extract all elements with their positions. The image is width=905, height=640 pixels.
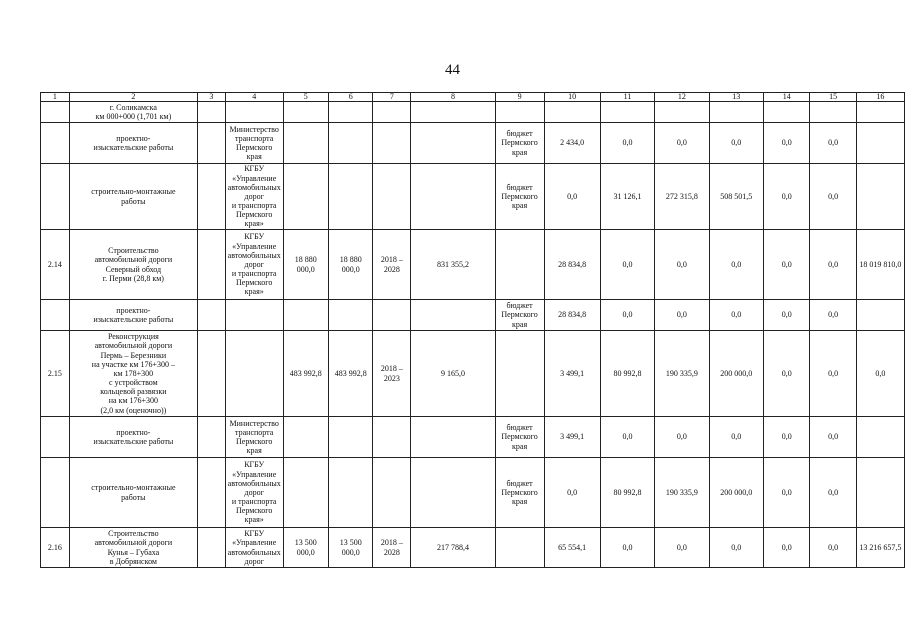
table-cell: 0,0 — [600, 123, 654, 164]
table-cell — [328, 102, 372, 123]
table-row — [41, 123, 905, 164]
table-cell: 3 499,1 — [544, 417, 600, 458]
table-cell — [283, 417, 328, 458]
table-cell: 2 434,0 — [544, 123, 600, 164]
table-cell — [225, 331, 283, 417]
table-row — [41, 102, 905, 123]
table-cell: 0,0 — [544, 164, 600, 230]
header-row — [41, 93, 905, 102]
table-cell: 2018 – 2023 — [373, 331, 411, 417]
column-header: 1 — [41, 93, 70, 102]
table-row — [41, 300, 905, 331]
table-cell: 18 880 000,0 — [328, 230, 372, 300]
table-cell — [856, 417, 904, 458]
table-cell: Строительство автомобильной дороги Северный обход г. Перми (28,8 км) — [69, 230, 197, 300]
table-cell: 483 992,8 — [328, 331, 372, 417]
table-cell: 0,0 — [600, 528, 654, 568]
table-cell: 0,0 — [764, 458, 810, 528]
table-row — [41, 417, 905, 458]
table-cell: Реконструкция автомобильной дороги Пермь – Березники на участке км 176+300 – км 178+300 с устройством кольцевой развязки на км 176+300 (2,0 км (оценочно)) — [69, 331, 197, 417]
table-cell: 13 216 657,5 — [856, 528, 904, 568]
table-cell — [225, 300, 283, 331]
table-cell: 18 880 000,0 — [283, 230, 328, 300]
table-cell — [495, 528, 544, 568]
table-cell — [198, 331, 226, 417]
table-cell: 80 992,8 — [600, 331, 654, 417]
table-cell: 190 335,9 — [655, 331, 709, 417]
column-header: 13 — [709, 93, 763, 102]
table-cell — [544, 102, 600, 123]
table-cell: 0,0 — [600, 417, 654, 458]
table-cell: 0,0 — [810, 528, 856, 568]
table-cell — [328, 123, 372, 164]
table-cell — [411, 300, 495, 331]
table-cell: 190 335,9 — [655, 458, 709, 528]
table-cell: 0,0 — [709, 417, 763, 458]
table-cell: 3 499,1 — [544, 331, 600, 417]
table-cell: 0,0 — [764, 331, 810, 417]
table-cell: 0,0 — [810, 123, 856, 164]
table-cell: 0,0 — [810, 230, 856, 300]
table-cell — [411, 123, 495, 164]
table-cell: КГБУ «Управление автомобильных дорог и транспорта Пермского края» — [225, 164, 283, 230]
table-row — [41, 528, 905, 568]
table-cell — [495, 230, 544, 300]
table-cell: бюджет Пермского края — [495, 417, 544, 458]
table-cell: 9 165,0 — [411, 331, 495, 417]
table-cell: 2.15 — [41, 331, 70, 417]
table-cell — [373, 164, 411, 230]
table-cell: Строительство автомобильной дороги Кунья – Губаха в Добрянском — [69, 528, 197, 568]
table-cell — [198, 417, 226, 458]
table-cell: 0,0 — [764, 417, 810, 458]
table-cell: 0,0 — [600, 230, 654, 300]
table-cell: г. Соликамска км 000+000 (1,701 км) — [69, 102, 197, 123]
table-cell — [411, 164, 495, 230]
page-number: 44 — [445, 62, 460, 78]
table-cell: 0,0 — [655, 528, 709, 568]
table-cell: 0,0 — [600, 300, 654, 331]
table-cell — [764, 102, 810, 123]
table-cell — [283, 300, 328, 331]
column-header: 12 — [655, 93, 709, 102]
table-cell: Министерство транспорта Пермского края — [225, 417, 283, 458]
column-header: 10 — [544, 93, 600, 102]
table-cell: 18 019 810,0 — [856, 230, 904, 300]
table-cell: 65 554,1 — [544, 528, 600, 568]
table-cell — [810, 102, 856, 123]
table-row — [41, 458, 905, 528]
table-cell: 2018 – 2028 — [373, 528, 411, 568]
table-cell — [328, 417, 372, 458]
table-cell — [600, 102, 654, 123]
table-cell: 0,0 — [544, 458, 600, 528]
table-cell — [856, 458, 904, 528]
table-cell: бюджет Пермского края — [495, 300, 544, 331]
table-cell: 2018 – 2028 — [373, 230, 411, 300]
table-cell — [283, 458, 328, 528]
table-cell: 200 000,0 — [709, 331, 763, 417]
table-cell — [41, 458, 70, 528]
table-cell — [373, 102, 411, 123]
table-cell: 28 834,8 — [544, 230, 600, 300]
table-cell — [41, 417, 70, 458]
table-cell — [198, 102, 226, 123]
table-cell: проектно- изыскательские работы — [69, 417, 197, 458]
table-cell: 0,0 — [810, 458, 856, 528]
column-header: 2 — [69, 93, 197, 102]
column-header: 14 — [764, 93, 810, 102]
table-cell: проектно- изыскательские работы — [69, 300, 197, 331]
table-cell: 0,0 — [810, 300, 856, 331]
table-cell — [198, 123, 226, 164]
table-row — [41, 331, 905, 417]
table-cell — [328, 458, 372, 528]
table-cell — [198, 458, 226, 528]
table-cell — [328, 164, 372, 230]
table-cell: КГБУ «Управление автомобильных дорог — [225, 528, 283, 568]
table-cell — [198, 528, 226, 568]
table-cell — [225, 102, 283, 123]
column-header: 8 — [411, 93, 495, 102]
table-cell: 80 992,8 — [600, 458, 654, 528]
table-cell — [495, 331, 544, 417]
table-cell: строительно-монтажные работы — [69, 164, 197, 230]
table-row — [41, 164, 905, 230]
table-cell: 31 126,1 — [600, 164, 654, 230]
budget-table — [40, 92, 905, 568]
table-cell: 0,0 — [709, 230, 763, 300]
table-cell: 28 834,8 — [544, 300, 600, 331]
table-cell — [198, 230, 226, 300]
column-header: 16 — [856, 93, 904, 102]
table-cell: 0,0 — [655, 230, 709, 300]
table-cell — [495, 102, 544, 123]
table-cell — [198, 300, 226, 331]
table-cell — [198, 164, 226, 230]
table-cell: бюджет Пермского края — [495, 123, 544, 164]
table-cell: 508 501,5 — [709, 164, 763, 230]
table-cell: 0,0 — [764, 164, 810, 230]
table-cell: КГБУ «Управление автомобильных дорог и транспорта Пермского края» — [225, 458, 283, 528]
table-cell — [41, 164, 70, 230]
table-cell: строительно-монтажные работы — [69, 458, 197, 528]
column-header: 15 — [810, 93, 856, 102]
table-cell — [856, 102, 904, 123]
table-cell — [283, 164, 328, 230]
table-cell: 0,0 — [810, 331, 856, 417]
table-cell — [856, 123, 904, 164]
column-header: 11 — [600, 93, 654, 102]
table-cell: 0,0 — [709, 528, 763, 568]
column-header: 6 — [328, 93, 372, 102]
table-cell — [373, 300, 411, 331]
table-cell: 0,0 — [655, 417, 709, 458]
table-cell: 0,0 — [764, 230, 810, 300]
table-cell: бюджет Пермского края — [495, 458, 544, 528]
table-cell — [283, 123, 328, 164]
table-cell: 0,0 — [856, 331, 904, 417]
table-cell — [373, 458, 411, 528]
table-cell: 0,0 — [810, 164, 856, 230]
column-header: 7 — [373, 93, 411, 102]
table-cell — [655, 102, 709, 123]
table-cell: 0,0 — [810, 417, 856, 458]
table-cell: Министерство транспорта Пермского края — [225, 123, 283, 164]
table-cell: 0,0 — [764, 123, 810, 164]
table-cell — [283, 102, 328, 123]
table-cell — [373, 123, 411, 164]
table-cell: 831 355,2 — [411, 230, 495, 300]
table-cell: 272 315,8 — [655, 164, 709, 230]
table-cell — [328, 300, 372, 331]
table-cell: 2.16 — [41, 528, 70, 568]
table-cell: 0,0 — [764, 300, 810, 331]
table-cell: 2.14 — [41, 230, 70, 300]
table-cell: бюджет Пермского края — [495, 164, 544, 230]
table-cell: проектно- изыскательские работы — [69, 123, 197, 164]
table-cell: 13 500 000,0 — [328, 528, 372, 568]
table-cell — [411, 417, 495, 458]
table-cell — [411, 102, 495, 123]
table-cell — [373, 417, 411, 458]
table-row — [41, 230, 905, 300]
table-cell: 217 788,4 — [411, 528, 495, 568]
table-cell — [41, 102, 70, 123]
column-header: 9 — [495, 93, 544, 102]
table-cell — [856, 300, 904, 331]
table-cell: КГБУ «Управление автомобильных дорог и транспорта Пермского края» — [225, 230, 283, 300]
column-header: 5 — [283, 93, 328, 102]
table-cell — [41, 300, 70, 331]
table-cell — [41, 123, 70, 164]
table-cell — [709, 102, 763, 123]
table-cell: 0,0 — [709, 300, 763, 331]
table-cell: 13 500 000,0 — [283, 528, 328, 568]
table-cell: 0,0 — [655, 300, 709, 331]
table-cell: 200 000,0 — [709, 458, 763, 528]
table-cell: 483 992,8 — [283, 331, 328, 417]
table-cell: 0,0 — [709, 123, 763, 164]
table-cell: 0,0 — [655, 123, 709, 164]
table-cell — [856, 164, 904, 230]
table-cell: 0,0 — [764, 528, 810, 568]
column-header: 4 — [225, 93, 283, 102]
table-cell — [411, 458, 495, 528]
column-header: 3 — [198, 93, 226, 102]
